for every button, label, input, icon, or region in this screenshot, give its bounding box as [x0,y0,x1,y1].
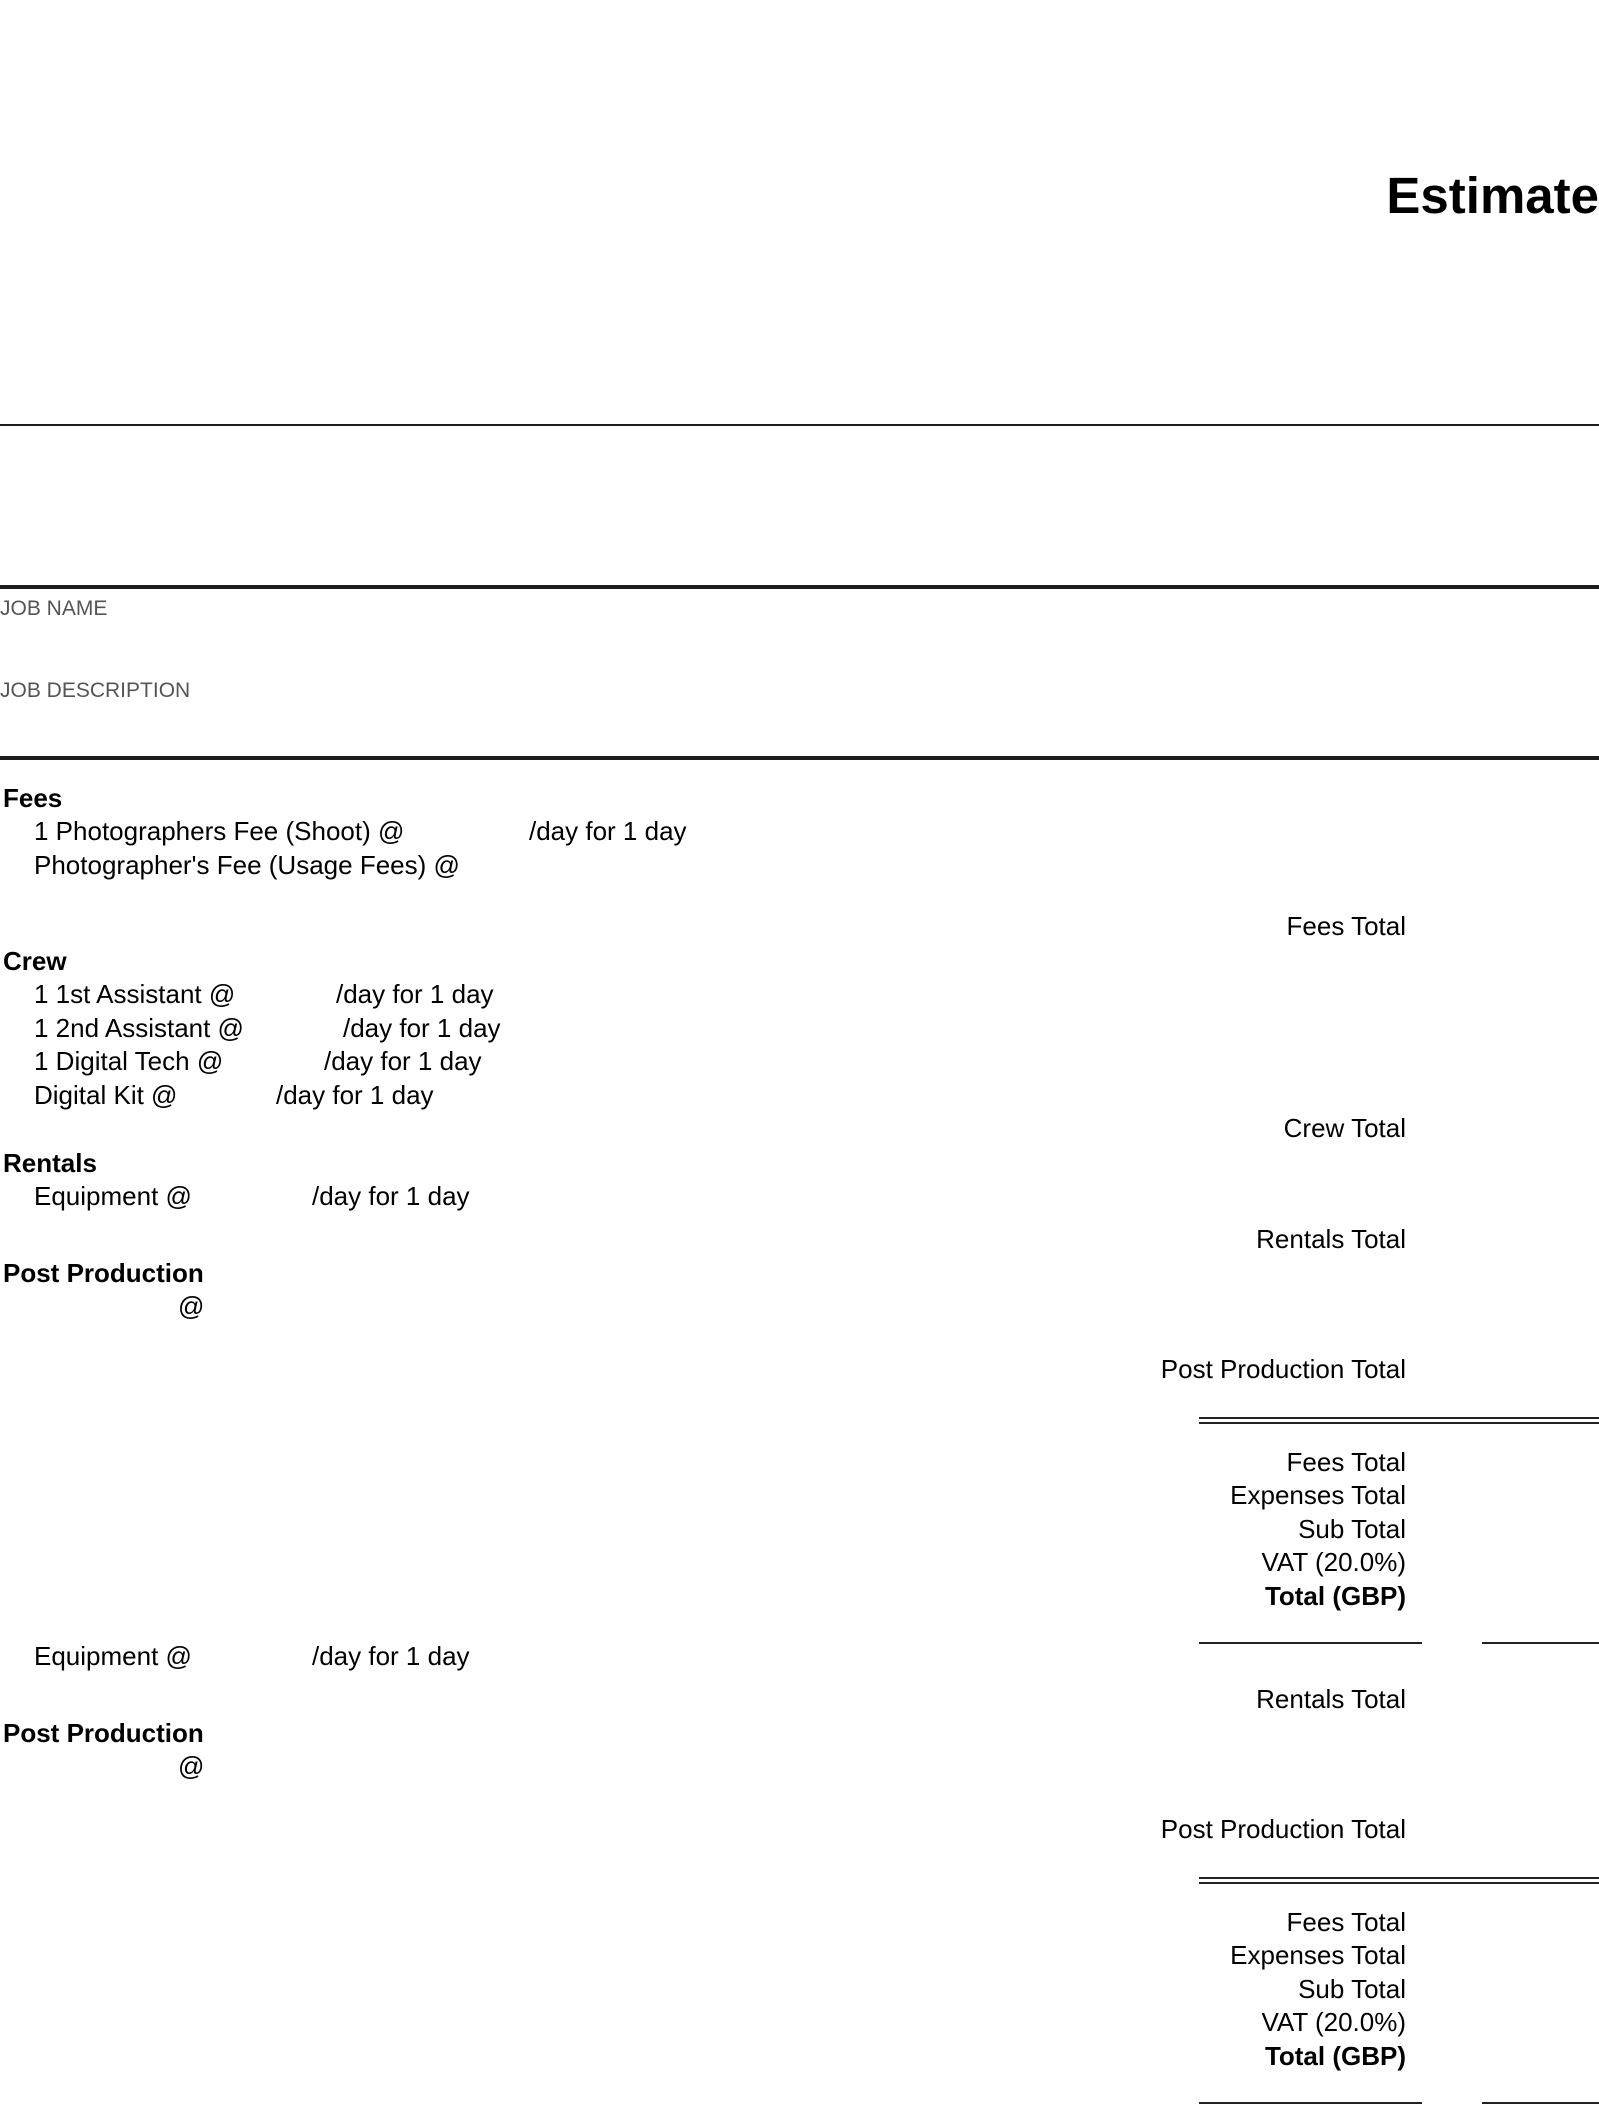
summary-fees-total: Fees Total [1286,1447,1406,1477]
rentals-item-equipment [34,1181,192,1212]
crew-item-digital-kit-rate-label: /day for 1 day [276,1080,434,1110]
crew-item-digital-tech-label: 1 Digital Tech @ [34,1046,224,1076]
crew-item-digital-tech-rate [324,1046,482,1077]
repeat-rentals-item-equipment-rate-label: /day for 1 day [312,1641,470,1671]
crew-item-digital-kit-label: Digital Kit @ [34,1080,178,1110]
crew-item-2nd-assistant-rate-label: /day for 1 day [343,1013,501,1043]
crew-item-2nd-assistant-rate [343,1013,501,1044]
fee-item-shoot [34,816,404,847]
summary-expenses-total: Expenses Total [1230,1480,1406,1510]
crew-item-digital-tech [34,1046,223,1077]
post-production-item-label: @ [178,1291,205,1321]
crew-item-digital-kit-rate [276,1080,434,1111]
summary-grand-total: Total (GBP) [1264,1581,1406,1611]
header-divider-2 [0,585,1599,589]
crew-item-2nd-assistant [34,1013,244,1044]
repeat-summary-vat: VAT (20.0%) [1261,2007,1406,2037]
fee-item-shoot-label: 1 Photographers Fee (Shoot) @ [34,816,405,846]
post-production-item [178,1291,204,1322]
header-divider-1 [0,424,1599,426]
repeat-rentals-total-label: Rentals Total [1256,1684,1406,1714]
repeat-summary-grand-total: Total (GBP) [1264,2041,1406,2071]
repeat-post-production-item [178,1751,204,1782]
summary-sub-total: Sub Total [1298,1514,1406,1544]
rentals-heading: Rentals [3,1148,97,1178]
fee-item-shoot-rate-label: /day for 1 day [529,816,687,846]
repeat-post-production-total-label: Post Production Total [1160,1814,1406,1844]
document-title: Estimate [1386,167,1599,224]
crew-item-1st-assistant-rate-label: /day for 1 day [336,979,494,1009]
post-production-heading: Post Production [3,1258,204,1288]
crew-item-digital-tech-rate-label: /day for 1 day [324,1046,482,1076]
crew-item-digital-kit [34,1080,177,1111]
crew-item-2nd-assistant-label: 1 2nd Assistant @ [34,1013,244,1043]
rentals-item-equipment-rate-label: /day for 1 day [312,1181,470,1211]
fee-item-usage-label: Photographer's Fee (Usage Fees) @ [34,850,460,880]
rentals-item-equipment-label: Equipment @ [34,1181,192,1211]
summary-bottom-rule [1199,1642,1599,1644]
crew-total-label: Crew Total [1283,1113,1406,1143]
repeat-summary-double-rule [1199,1877,1599,1884]
fee-item-usage [34,850,460,881]
job-divider [0,756,1599,760]
job-name-label: JOB NAME [0,597,108,620]
crew-item-1st-assistant [34,979,235,1010]
fee-item-shoot-rate [529,816,687,847]
repeat-post-production-item-label: @ [178,1751,205,1781]
repeat-summary-sub-total: Sub Total [1298,1974,1406,2004]
summary-vat: VAT (20.0%) [1261,1547,1406,1577]
repeat-post-production-heading: Post Production [3,1718,204,1748]
repeat-summary-expenses-total: Expenses Total [1230,1940,1406,1970]
repeat-summary-bottom-rule [1199,2102,1599,2104]
repeat-rentals-item-equipment-rate [312,1641,470,1672]
repeat-rentals-item-equipment-label: Equipment @ [34,1641,192,1671]
crew-item-1st-assistant-label: 1 1st Assistant @ [34,979,236,1009]
summary-double-rule [1199,1417,1599,1424]
rentals-total-label: Rentals Total [1256,1224,1406,1254]
crew-heading: Crew [3,946,67,976]
fees-heading: Fees [3,783,63,813]
fees-total-label: Fees Total [1286,911,1406,941]
job-description-label: JOB DESCRIPTION [0,679,191,702]
post-production-total-label: Post Production Total [1160,1354,1406,1384]
repeat-rentals-item-equipment [34,1641,192,1672]
repeat-summary-fees-total: Fees Total [1286,1907,1406,1937]
crew-item-1st-assistant-rate [336,979,494,1010]
rentals-item-equipment-rate [312,1181,470,1212]
